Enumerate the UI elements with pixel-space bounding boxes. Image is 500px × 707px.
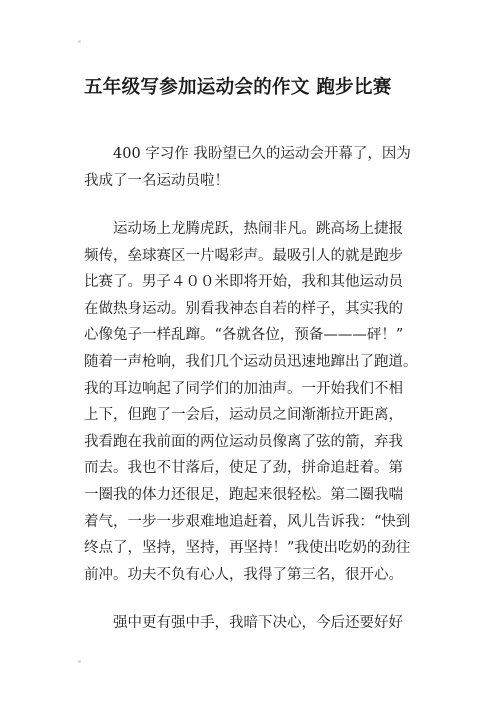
paragraph-intro [84, 141, 424, 194]
paragraph-resolve [84, 610, 424, 637]
text-line: 400 字习作 我盼望已久的运动会开幕了，因为 [84, 146, 411, 162]
text-line: 我看跑在我前面的两位运动员像离了弦的箭，弃我 [84, 433, 403, 450]
text-line: 我成了一名运动员啦！ [84, 172, 229, 189]
paragraph-race [84, 216, 424, 588]
text-line: 在做热身运动。别看我神态自若的样子，其实我的 [84, 300, 403, 317]
text-line: 一圈我的体力还很足，跑起来很轻松。第二圈我喘 [84, 486, 403, 503]
text-line: 强中更有强中手，我暗下决心，今后还要好好 [84, 615, 403, 631]
text-line: 随着一声枪响，我们几个运动员迅速地蹿出了跑道。 [84, 353, 418, 370]
text-line: 我的耳边响起了同学们的加油声。一开始我们不相 [84, 380, 403, 397]
page-corner-mark [78, 660, 81, 663]
text-line: 前冲。功夫不负有心人，我得了第三名，很开心。 [84, 566, 403, 583]
text-line: 频传，垒球赛区一片喝彩声。最吸引人的就是跑步 [84, 247, 403, 264]
text-line: 心像兔子一样乱蹿。“各就各位，预备———砰！” [84, 327, 404, 344]
text-line: 着气，一步一步艰难地追赶着，风儿告诉我：“快到 [84, 513, 411, 530]
text-line: 运动场上龙腾虎跃，热闹非凡。跳高场上捷报 [84, 221, 403, 237]
text-line: 而去。我也不甘落后，使足了劲，拼命追赶着。第 [84, 460, 403, 477]
text-line: 比赛了。男子４００米即将开始，我和其他运动员 [84, 274, 403, 291]
text-line: 上下，但跑了一会后，运动员之间渐渐拉开距离， [84, 407, 403, 424]
text-line: 终点了，坚持，坚持，再坚持！”我使出吃奶的劲往 [84, 540, 411, 557]
page-corner-mark [78, 40, 81, 43]
document-title: 五年级写参加运动会的作文 跑步比赛 [84, 77, 392, 99]
